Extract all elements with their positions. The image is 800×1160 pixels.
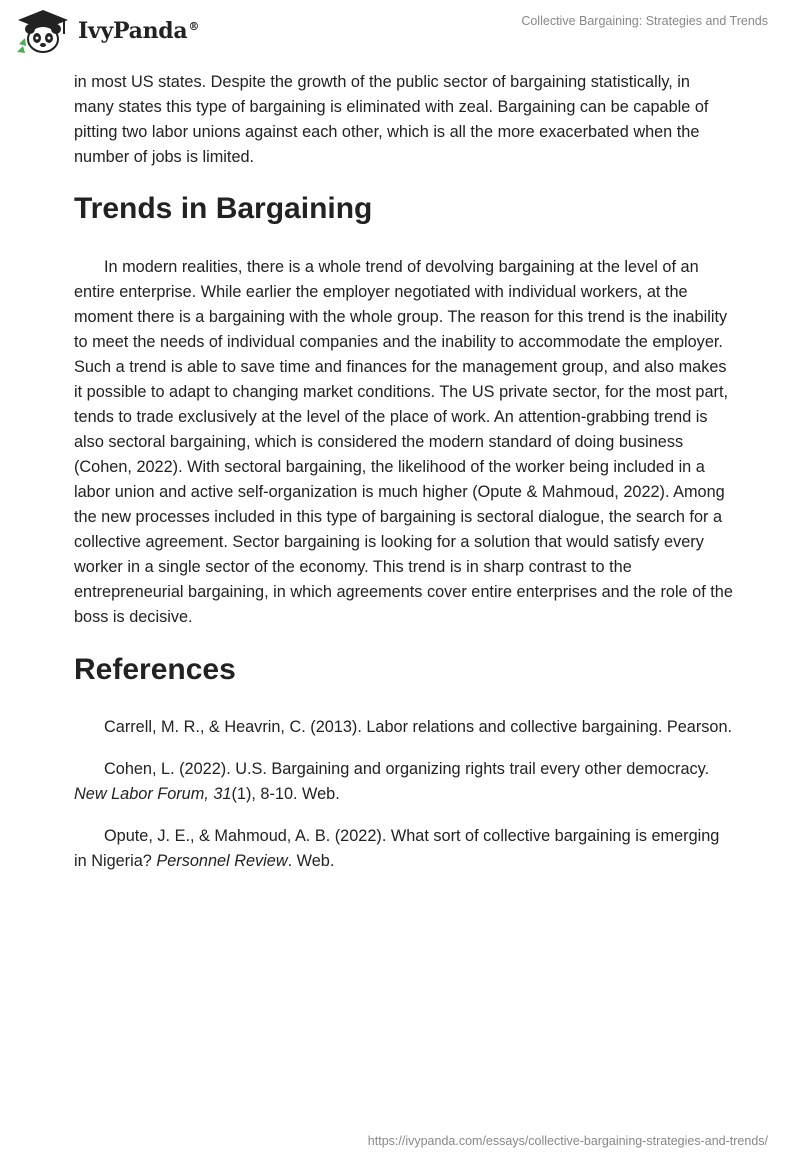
- journal-title: New Labor Forum, 31: [74, 785, 232, 803]
- panda-graduation-icon: [14, 8, 72, 54]
- reference-item: Carrell, M. R., & Heavrin, C. (2013). Labor relations and collective bargaining. Pearson.: [104, 718, 733, 736]
- intro-paragraph: in most US states. Despite the growth of the public sector of bargaining statistically, in many states this type of bargaining is eliminated with zeal. Bargaining can be capable of pitting two labor unions against each other, which is all the more exacerbated when the number of jobs is limited.: [74, 73, 709, 166]
- brand-name: IvyPanda®: [78, 18, 200, 44]
- page-header: [0, 0, 800, 70]
- trends-paragraph: In modern realities, there is a whole trend of devolving bargaining at the level of an entire enterprise. While earlier the employer negotiated with individual workers, at the moment there is a bargaining with the whole group. The reason for this trend is the inability to meet the needs of individual companies and the inability to accommodate the employer. Such a trend is able to save time and finances for the management group, and also makes it possible to adapt to changing market conditions. The US private sector, for the most part, tends to trade exclusively at the level of the place of work. An attention-grabbing trend is also sectoral bargaining, which is considered the modern standard of doing business (Cohen, 2022). With sectoral bargaining, the likelihood of the worker being included in a labor union and active self-organization is much higher (Opute & Mahmoud, 2022). Among the new processes included in this type of bargaining is sectoral dialogue, the search for a collective agreement. Sector bargaining is looking for a solution that would satisfy every worker in a single sector of the economy. This trend is in sharp contrast to the entrepreneurial bargaining, in which agreements cover entire enterprises and the role of the boss is decisive.: [74, 258, 733, 626]
- running-title: Collective Bargaining: Strategies and Trends: [521, 14, 768, 28]
- references-heading: References: [74, 653, 236, 686]
- ivypanda-logo[interactable]: [14, 8, 199, 54]
- reference-item: Cohen, L. (2022). U.S. Bargaining and organizing rights trail every other democracy. New Labor Forum, 31(1), 8-10. Web.: [74, 760, 710, 803]
- essay-content: [74, 70, 734, 891]
- trends-heading: Trends in Bargaining: [74, 192, 373, 225]
- journal-title: Personnel Review: [156, 852, 288, 870]
- source-url[interactable]: https://ivypanda.com/essays/collective-bargaining-strategies-and-trends/: [367, 1134, 768, 1148]
- reference-item: Opute, J. E., & Mahmoud, A. B. (2022). What sort of collective bargaining is emerging in Nigeria? Personnel Review. Web.: [74, 827, 720, 870]
